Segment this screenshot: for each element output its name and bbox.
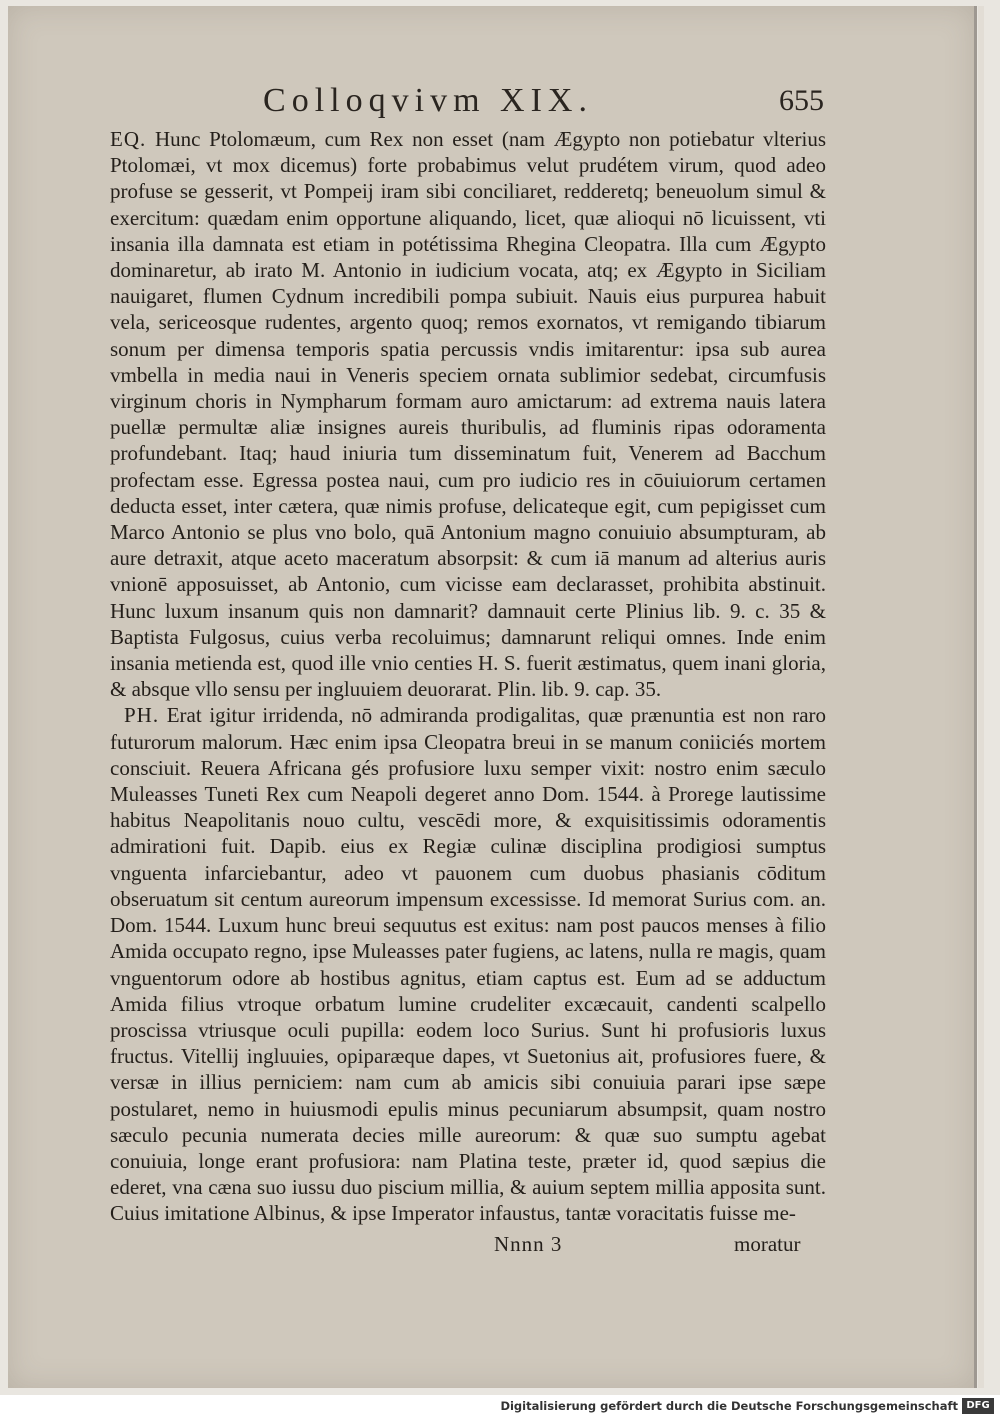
paragraph-text: Erat igitur irridenda, nō admiranda prodigalitas, quæ prænuntia est non raro futurorum malorum. Hæc enim ipsa Cleopatra breui in se manum coniiciés mortem consciuit. Reuera Africana gés profusiore luxu semper vixit: nostro enim sæculo Muleasses Tuneti Rex cum Neapoli degeret anno Dom. 1544. à Prorege lautissime habitus Neapolitanis nouo cultu, vescēdi more, & exquisitissimis odoramentis admirationi fuit. Dapib. eius ex Regiæ culinæ disciplina prodigiosi sumptus vnguenta infarciebantur, adeo vt pauonem cum duobus phasianis cōditum obseruatum sit centum aureorum impensum excessisse. Id memorat Surius com. an. Dom. 1544. Luxum hunc breui sequutus est exitus: nam post paucos menses à filio Amida occupato regno, ipse Muleasses pater fugiens, ac latens, nulla re magis, quam vnguentorum odore ab hostibus agnitus, etiam captus est. Eum ad se adductum Amida filius vtroque orbatum lumine crudeliter excæcauit, candenti scalpello proscissa vtriusque oculi pupilla: eodem loco Surius. Sunt hi profusioris luxus fructus. Vitellij ingluuies, opiparæque dapes, vt Suetonius ait, profusiores fuere, & versæ in illius perniciem: nam cum ab amicis sibi conuiuia parari ipse sæpe postularet, nemo in huiusmodi epulis minus pecuniarum absumpsit, quam nostro sæculo pecunia numerata decies mille aureorum: & quæ suo sumptu agebat conuiuia, longe erant profusiora: nam Platina teste, præter id, quod sæpius die ederet, vna cæna suo iussu duo piscium millia, & auium septem millia apposita sunt. Cuius imitatione Albinus, & ipse Imperator infaustus, tantæ voracitatis fuisse me- [110,703,827,1226]
page-edge [978,6,984,1388]
page-number: 655 [779,84,824,117]
running-title: Colloqvivm XIX. [263,82,593,119]
page-footer [8,1232,974,1262]
speaker-label: PH. [124,703,160,728]
credit-text: Digitalisierung gefördert durch die Deutsche Forschungsgemeinschaft [500,1399,958,1413]
paragraph-text: Hunc Ptolomæum, cum Rex non esset (nam Ægypto non potiebatur vlterius Ptolomæi, vt mox dicemus) forte probabimus velut prudétem virum, quod adeo profuse se gesserit, vt Pompeij iram sibi conciliaret, redderetq; beneuolum simul & exercitum: quædam enim opportune aliquando, licet, quæ alioqui nō licuissent, vti insania illa damnata est etiam in potétissima Rhegina Cleopatra. Illa cum Ægypto dominaretur, ab irato M. Antonio in iudicium vocata, atq; ex Ægypto in Siciliam nauigaret, flumen Cydnum incredibili pompa subiuit. Nauis eius purpurea habuit vela, sericeosque rudentes, argento quoq; remos exornatos, vt remigando tibiarum sonum per dimensa temporis spatia percussis vndis imitarentur: ipsa sub aurea vmbella in media naui in Veneris speciem ornata sublimior sedebat, circumfusis virginum choris in Nympharum formam auro amictarum: ad extrema nauis latera puellæ permultæ aliæ insignes aureis thuribulis, ad fluminis ripas odoramenta profundebant. Itaq; haud iniuria tum disseminatum fuit, Venerem ad Bacchum profectam esse. Egressa postea naui, cum pro iudicio res in cōuiuiorum certamen deducta esset, inter cætera, quæ nimis profuse, delicateque egit, cum pepigisset cum Marco Antonio se plus vno bolo, quā Antonium magno conuiuio absumpturam, ab aure detraxit, atque aceto maceratum absorpsit: & cum iā manum ad alterius auris vnionē apposuisset, ab Antonio, cum vicisse eam declarasset, prohibita abstinuit. Hunc luxum insanum quis non damnarit? damnauit certe Plinius lib. 9. c. 35 & Baptista Fulgosus, cuius verba recoluimus; damnarunt reliqui omnes. Inde enim insania metienda est, quod ille vnio centies H. S. fuerit æstimatus, quem inani gloria, & absque vllo sensu per ingluuiem deuorarat. Plin. lib. 9. cap. 35. [110,127,826,702]
speaker-label: EQ. [110,127,147,151]
body-text [110,126,826,1227]
credit-bar [0,1395,1000,1419]
signature-mark: Nnnn 3 [494,1232,563,1256]
dfg-logo-icon: DFG [962,1398,994,1414]
page-header [8,82,974,126]
paragraph-ph [110,702,826,1226]
book-page [8,6,977,1388]
catchword: moratur [734,1232,801,1256]
paragraph-eq [110,126,826,702]
